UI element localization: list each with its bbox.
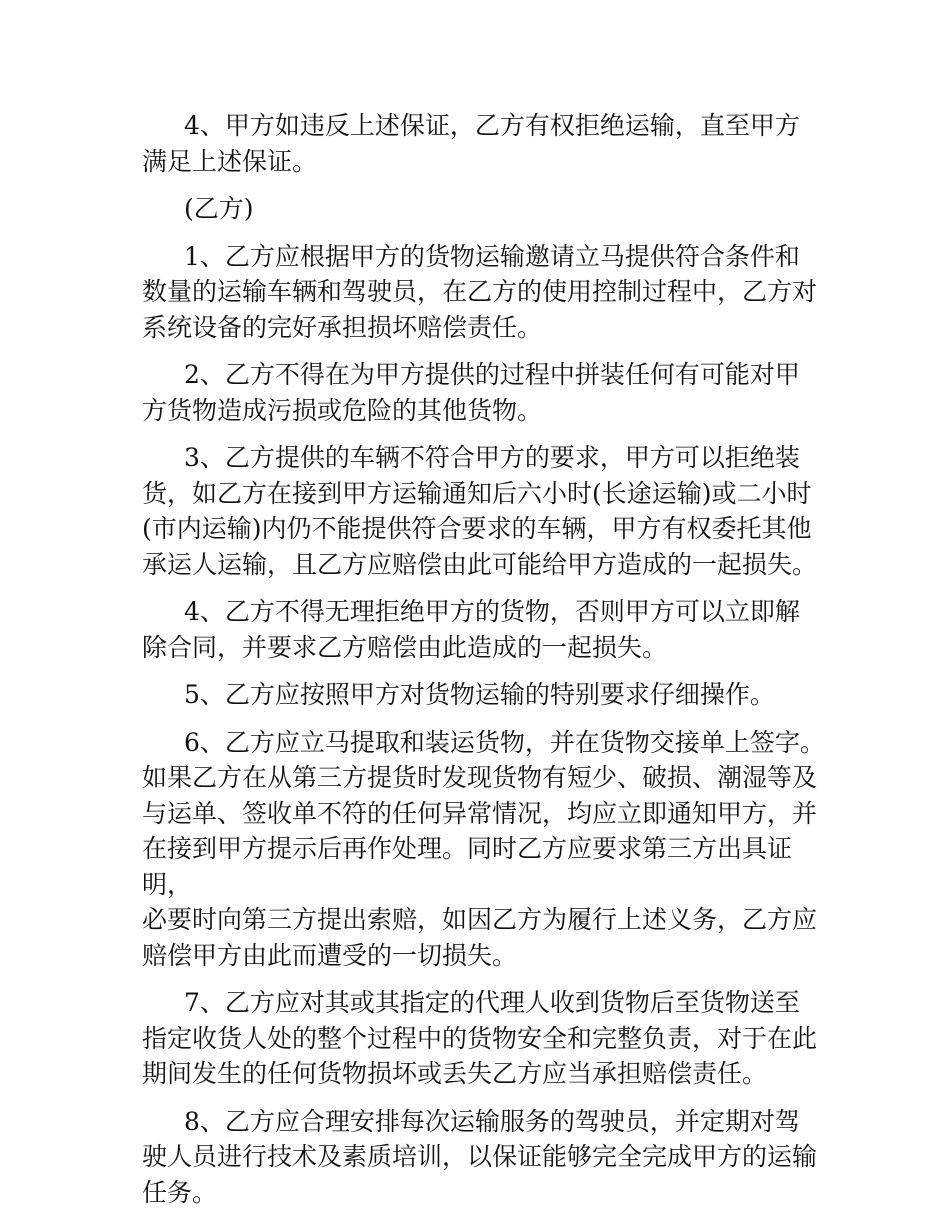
paragraph-party-b-clause-5: 5、乙方应按照甲方对货物运输的特别要求仔细操作。: [184, 680, 775, 709]
paragraph-party-b-clause-6: 6、乙方应立马提取和装运货物，并在货物交接单上签字。 如果乙方在从第三方提货时发现货物有短少、破损、潮湿等及 与运单、签收单不符的任何异常情况，均应立即通知甲方，并 在接到甲方提示后再作处理。同时乙方应要求第三方出具证明， 必要时向第三方提出索赔，如因乙方为履行上述义务，乙方应 赔偿甲方由此而遭受的一切损失。: [142, 727, 825, 970]
paragraph-party-b-clause-1: 1、乙方应根据甲方的货物运输邀请立马提供符合条件和 数量的运输车辆和驾驶员，在乙方的使用控制过程中，乙方对 系统设备的完好承担损坏赔偿责任。: [142, 241, 818, 342]
paragraph-party-b-clause-7: 7、乙方应对其或其指定的代理人收到货物后至货物送至 指定收货人处的整个过程中的货物安全和完整负责，对于在此 期间发生的任何货物损坏或丢失乙方应当承担赔偿责任。: [142, 988, 818, 1088]
document-body: [142, 108, 832, 1222]
section-heading-party-b: (乙方): [184, 194, 254, 223]
paragraph-party-b-clause-4: 4、乙方不得无理拒绝甲方的货物，否则甲方可以立即解 除合同，并要求乙方赔偿由此造成的一起损失。: [142, 597, 800, 662]
paragraph-party-b-clause-3: 3、乙方提供的车辆不符合甲方的要求，甲方可以拒绝装 货，如乙方在接到甲方运输通知后六小时(长途运输)或二小时 (市内运输)内仍不能提供符合要求的车辆，甲方有权委托其他 承运人运输，且乙方应赔偿由此可能给甲方造成的一起损失。: [142, 443, 818, 579]
paragraph-party-b-clause-8: 8、乙方应合理安排每次运输服务的驾驶员，并定期对驾 驶人员进行技术及素质培训，以保证能够完全完成甲方的运输 任务。: [142, 1106, 818, 1207]
paragraph-party-a-clause-4: 4、甲方如违反上述保证，乙方有权拒绝运输，直至甲方 满足上述保证。: [142, 111, 800, 176]
paragraph-party-b-clause-2: 2、乙方不得在为甲方提供的过程中拼装任何有可能对甲 方货物造成污损或危险的其他货物。: [142, 360, 800, 425]
